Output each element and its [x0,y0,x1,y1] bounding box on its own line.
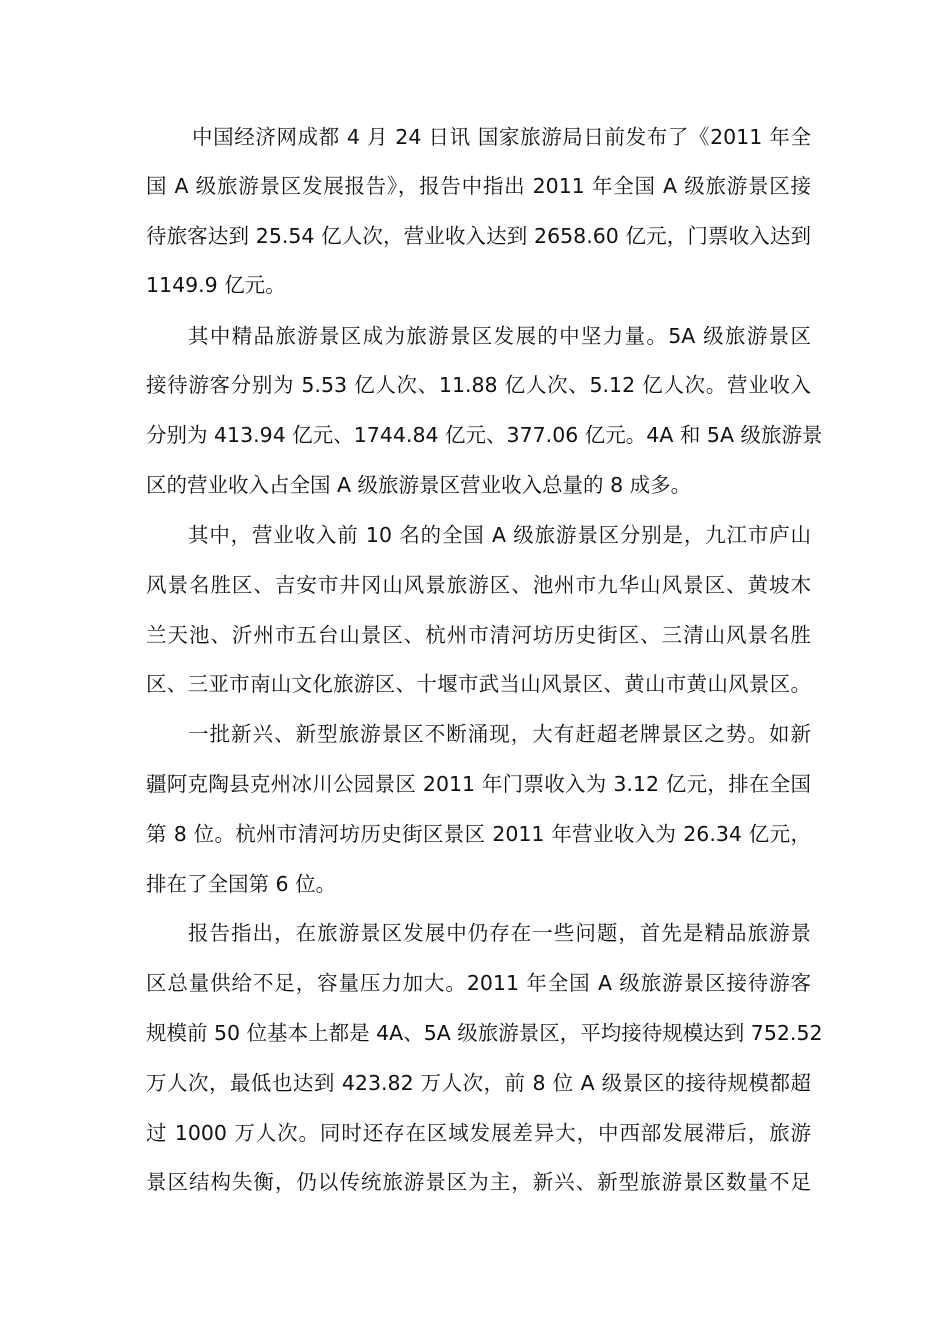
paragraph-2-line-2: 接待游客分别为 5.53 亿人次、11.88 亿人次、5.12 亿人次。营业收入 [146,373,811,397]
paragraph-4-line-1: 一批新兴、新型旅游景区不断涌现，大有赶超老牌景区之势。如新 [188,722,811,746]
paragraph-5-line-6: 景区结构失衡，仍以传统旅游景区为主，新兴、新型旅游景区数量不足 [146,1170,811,1194]
paragraph-5-line-1: 报告指出，在旅游景区发展中仍存在一些问题，首先是精品旅游景 [188,921,811,945]
paragraph-5-line-4: 万人次，最低也达到 423.82 万人次，前 8 位 A 级景区的接待规模都超 [146,1071,811,1095]
paragraph-5-line-2: 区总量供给不足，容量压力加大。2011 年全国 A 级旅游景区接待游客 [146,971,811,995]
paragraph-1-line-3: 待旅客达到 25.54 亿人次，营业收入达到 2658.60 亿元，门票收入达到 [146,224,811,248]
paragraph-2-line-4: 区的营业收入占全国 A 级旅游景区营业收入总量的 8 成多。 [146,473,692,497]
paragraph-1-line-2: 国 A 级旅游景区发展报告》，报告中指出 2011 年全国 A 级旅游景区接 [146,174,811,198]
paragraph-5-line-5: 过 1000 万人次。同时还存在区域发展差异大，中西部发展滞后，旅游 [146,1121,811,1145]
paragraph-3-line-2: 风景名胜区、吉安市井冈山风景旅游区、池州市九华山风景区、黄坡木 [146,573,811,597]
paragraph-4-line-3: 第 8 位。杭州市清河坊历史街区景区 2011 年营业收入为 26.34 亿元， [146,822,811,846]
paragraph-2-line-3: 分别为 413.94 亿元、1744.84 亿元、377.06 亿元。4A 和 5A 级旅游景 [146,423,823,447]
paragraph-3-line-1: 其中，营业收入前 10 名的全国 A 级旅游景区分别是，九江市庐山 [188,523,811,547]
paragraph-3-line-3: 兰天池、沂州市五台山景区、杭州市清河坊历史街区、三清山风景名胜 [146,623,811,647]
paragraph-4-line-4: 排在了全国第 6 位。 [146,872,337,896]
paragraph-1-line-1: 中国经济网成都 4 月 24 日讯 国家旅游局日前发布了《2011 年全 [192,125,811,149]
paragraph-1-line-4: 1149.9 亿元。 [146,273,286,297]
paragraph-5-line-3: 规模前 50 位基本上都是 4A、5A 级旅游景区，平均接待规模达到 752.52 [146,1021,823,1045]
paragraph-3-line-4: 区、三亚市南山文化旅游区、十堰市武当山风景区、黄山市黄山风景区。 [146,672,811,696]
paragraph-2-line-1: 其中精品旅游景区成为旅游景区发展的中坚力量。5A 级旅游景区 [188,324,811,348]
paragraph-4-line-2: 疆阿克陶县克州冰川公园景区 2011 年门票收入为 3.12 亿元，排在全国 [146,772,811,796]
